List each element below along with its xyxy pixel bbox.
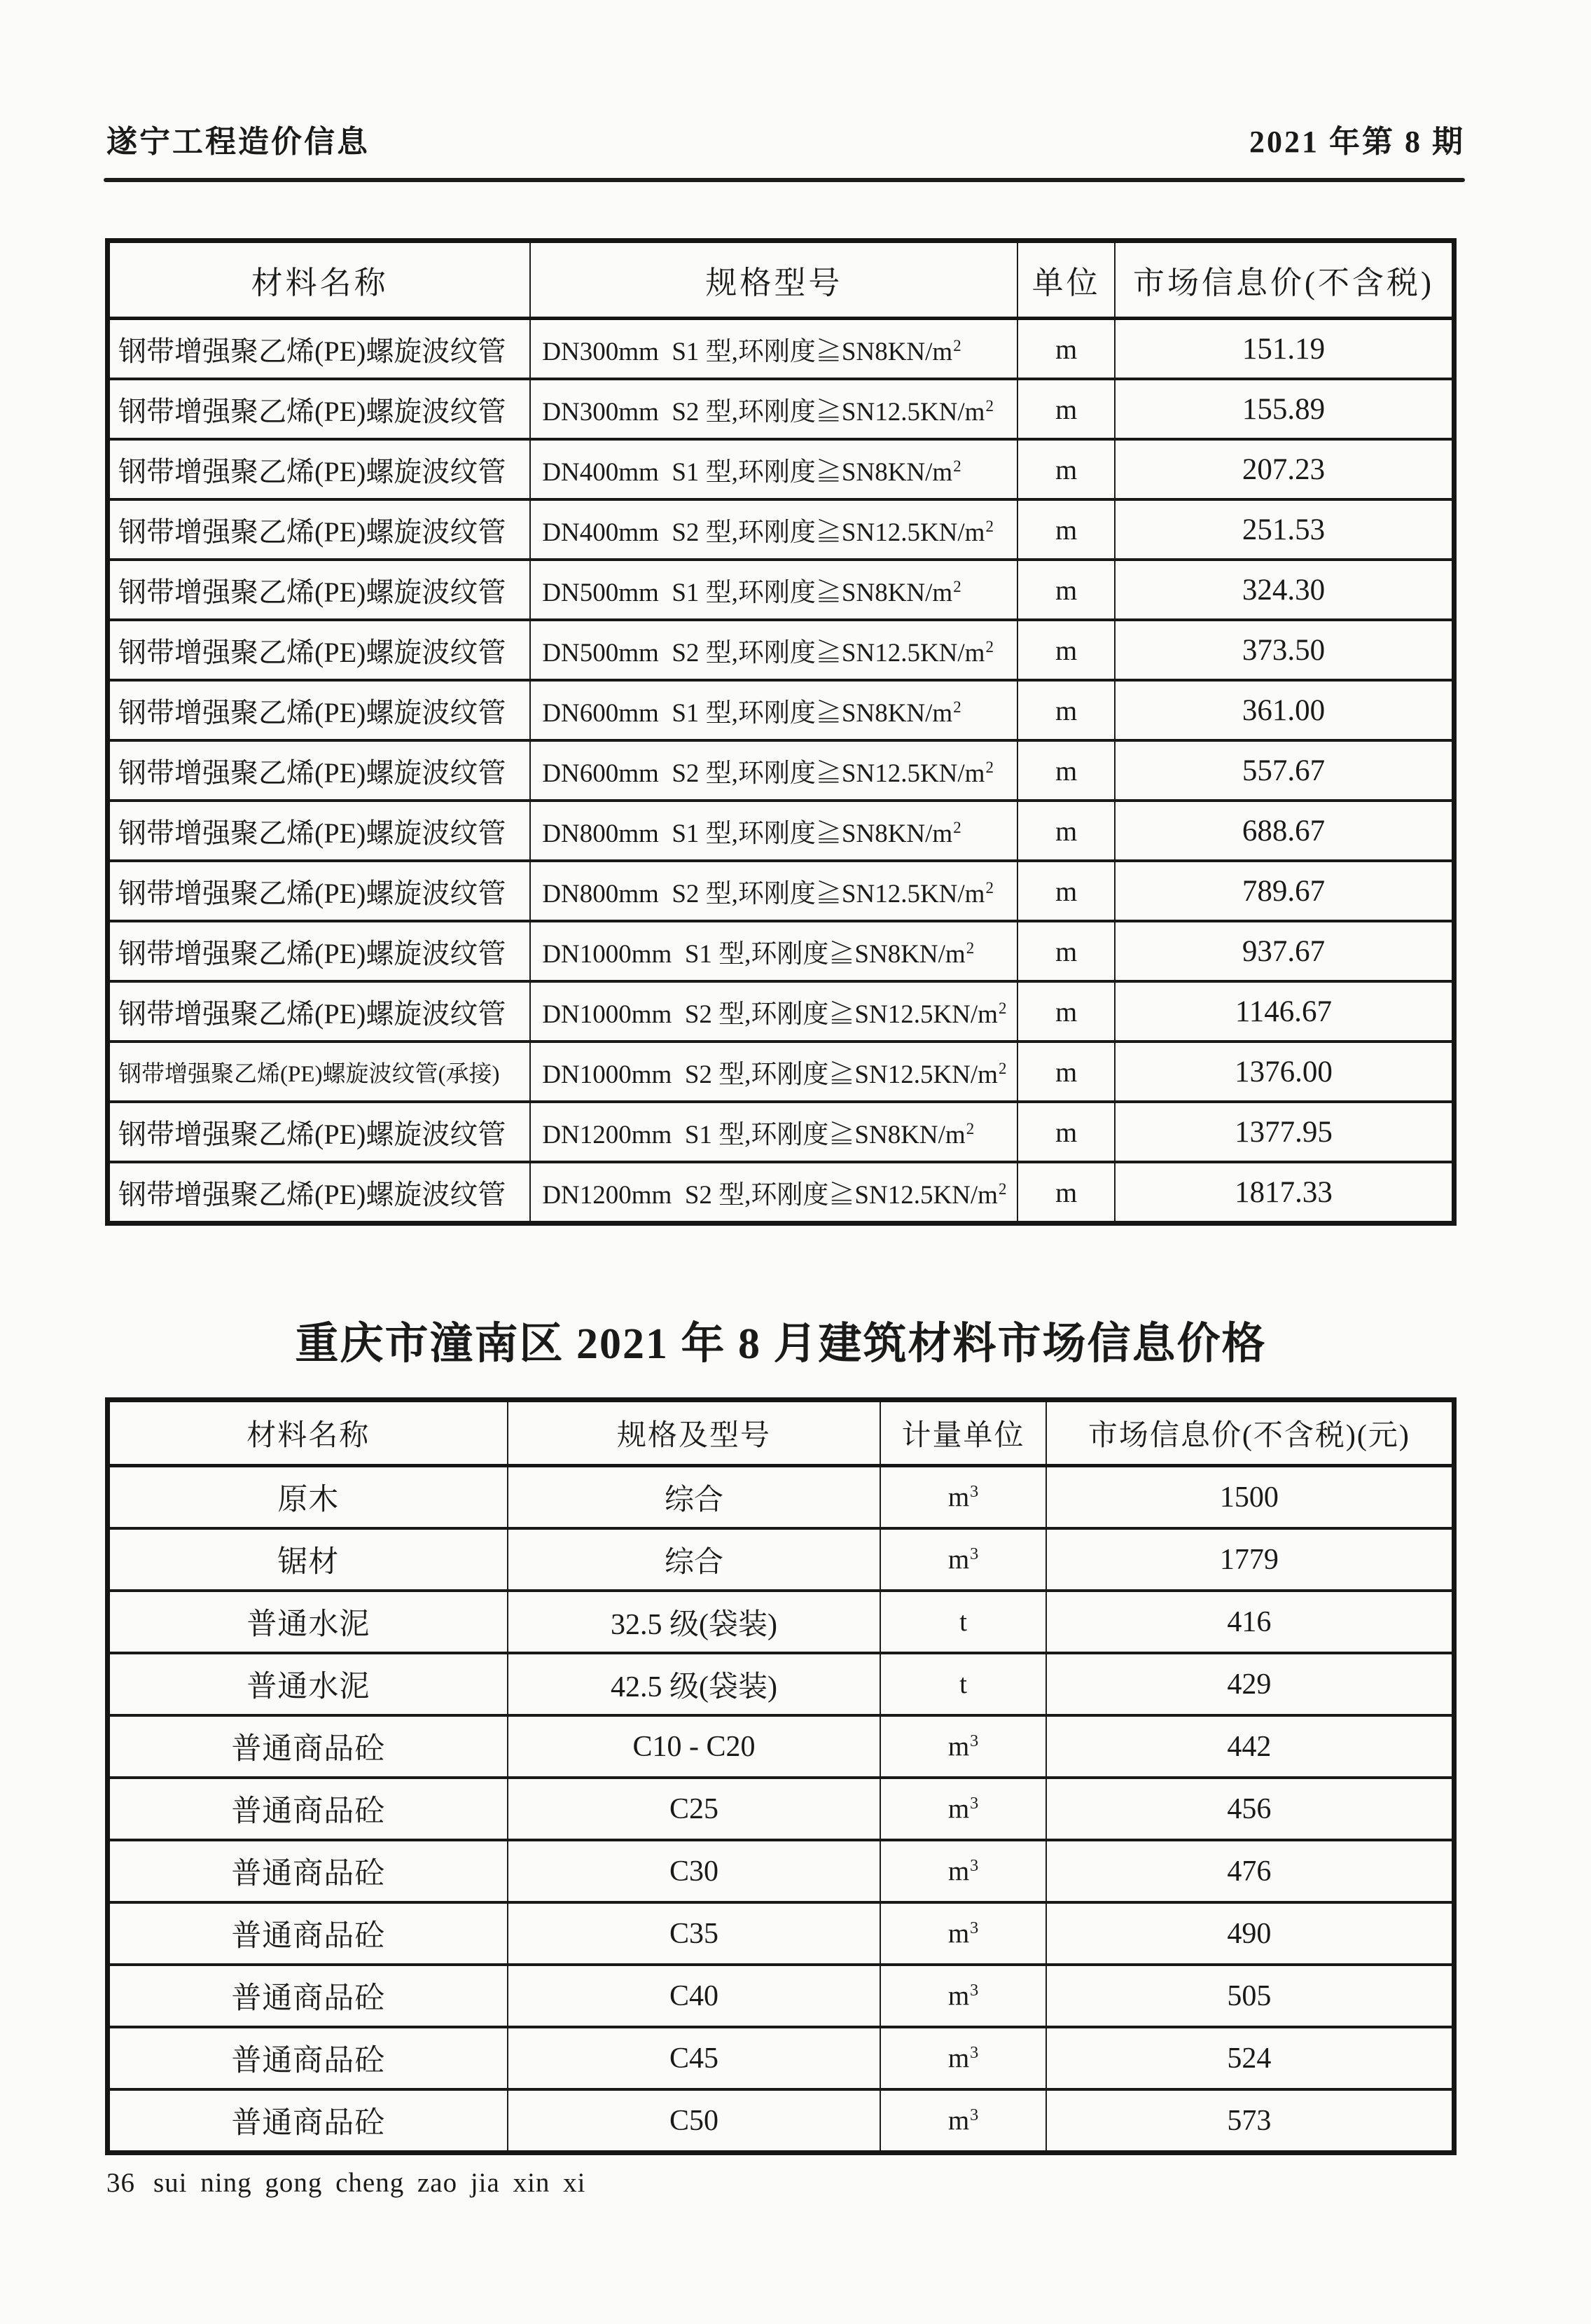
price-cell: 490 — [1046, 1902, 1454, 1965]
footer-pinyin: sui ning gong cheng zao jia xin xi — [153, 2168, 586, 2198]
price-cell: 251.53 — [1115, 499, 1454, 560]
spec-type-cell: C50 — [508, 2089, 881, 2153]
materials-table-body — [108, 1466, 1454, 2153]
price-cell: 1817.33 — [1115, 1162, 1454, 1224]
measure-unit-cell: $m^3$ — [880, 2089, 1046, 2153]
spec-type-cell: C45 — [508, 2027, 881, 2089]
spec-model-cell: DN1200mm S1 型,环刚度$≧SN8KN/m^2$ — [530, 1102, 1017, 1162]
measure-unit-cell: $m^3$ — [880, 1840, 1046, 1902]
material-name-cell: 普通商品砼 — [108, 1965, 508, 2027]
material-name-cell: 钢带增强聚乙烯(PE)螺旋波纹管 — [108, 319, 531, 380]
spec-type-cell: C30 — [508, 1840, 881, 1902]
section-title: 重庆市潼南区 2021 年 8 月建筑材料市场信息价格 — [295, 1320, 1267, 1368]
pipe-table-header-row — [108, 241, 1454, 319]
unit-cell: m — [1017, 740, 1114, 801]
column-header-market-price-yuan: 市场信息价(不含税)(元) — [1046, 1400, 1454, 1466]
spec-type-cell: C40 — [508, 1965, 881, 2027]
unit-cell: m — [1017, 1102, 1114, 1162]
unit-cell: m — [1017, 499, 1114, 560]
material-name-cell: 钢带增强聚乙烯(PE)螺旋波纹管 — [108, 499, 531, 560]
price-cell: 155.89 — [1115, 379, 1454, 439]
pipe-table-row — [108, 620, 1454, 680]
price-cell: 429 — [1046, 1653, 1454, 1715]
material-name-cell: 普通商品砼 — [108, 1840, 508, 1902]
price-cell: 1779 — [1046, 1528, 1454, 1591]
unit-cell: m — [1017, 620, 1114, 680]
measure-unit-cell: $m^3$ — [880, 2027, 1046, 2089]
measure-unit-cell: $m^3$ — [880, 1466, 1046, 1529]
material-name-cell: 普通商品砼 — [108, 1778, 508, 1840]
unit-cell: m — [1017, 439, 1114, 499]
spec-model-cell: DN1000mm S2 型,环刚度$≧SN12.5KN/m^2$ — [530, 1042, 1017, 1102]
material-name-cell: 钢带增强聚乙烯(PE)螺旋波纹管 — [108, 680, 531, 740]
spec-type-cell: 32.5 级(袋装) — [508, 1591, 881, 1653]
column-header-unit: 单位 — [1017, 241, 1114, 319]
price-cell: 505 — [1046, 1965, 1454, 2027]
pipe-table-row — [108, 801, 1454, 861]
column-header-spec-model: 规格型号 — [530, 241, 1017, 319]
spec-model-cell: DN300mm S1 型,环刚度$≧SN8KN/m^2$ — [530, 319, 1017, 380]
unit-cell: m — [1017, 680, 1114, 740]
measure-unit-cell: $m^3$ — [880, 1528, 1046, 1591]
materials-table-row — [108, 2089, 1454, 2153]
material-name-cell: 钢带增强聚乙烯(PE)螺旋波纹管 — [108, 1102, 531, 1162]
measure-unit-cell: $m^3$ — [880, 1715, 1046, 1778]
material-name-cell: 原木 — [108, 1466, 508, 1529]
materials-table-row — [108, 1965, 1454, 2027]
unit-cell: m — [1017, 319, 1114, 380]
materials-table-row — [108, 2027, 1454, 2089]
material-name-cell: 钢带增强聚乙烯(PE)螺旋波纹管 — [108, 921, 531, 981]
material-name-cell: 普通商品砼 — [108, 1902, 508, 1965]
spec-model-cell: DN600mm S2 型,环刚度$≧SN12.5KN/m^2$ — [530, 740, 1017, 801]
material-name-cell: 钢带增强聚乙烯(PE)螺旋波纹管 — [108, 620, 531, 680]
pipe-table-row — [108, 680, 1454, 740]
header-rule — [104, 178, 1465, 182]
spec-model-cell: DN300mm S2 型,环刚度$≧SN12.5KN/m^2$ — [530, 379, 1017, 439]
column-header-material-name: 材料名称 — [108, 1400, 508, 1466]
unit-cell: m — [1017, 560, 1114, 620]
measure-unit-cell: t — [880, 1591, 1046, 1653]
price-cell: 324.30 — [1115, 560, 1454, 620]
pipe-table-row — [108, 560, 1454, 620]
column-header-spec-type: 规格及型号 — [508, 1400, 881, 1466]
material-name-cell: 锯材 — [108, 1528, 508, 1591]
pipe-table-row — [108, 1162, 1454, 1224]
material-name-cell: 普通商品砼 — [108, 2027, 508, 2089]
issue-label: 2021 年第 8 期 — [1249, 125, 1465, 159]
price-cell: 476 — [1046, 1840, 1454, 1902]
price-cell: 416 — [1046, 1591, 1454, 1653]
price-cell: 456 — [1046, 1778, 1454, 1840]
pipe-table-row — [108, 740, 1454, 801]
materials-table-header-row — [108, 1400, 1454, 1466]
spec-model-cell: DN800mm S1 型,环刚度$≧SN8KN/m^2$ — [530, 801, 1017, 861]
material-name-cell: 钢带增强聚乙烯(PE)螺旋波纹管 — [108, 801, 531, 861]
unit-cell: m — [1017, 921, 1114, 981]
price-cell: 573 — [1046, 2089, 1454, 2153]
material-name-cell: 钢带增强聚乙烯(PE)螺旋波纹管 — [108, 981, 531, 1042]
unit-cell: m — [1017, 981, 1114, 1042]
materials-price-table — [105, 1397, 1457, 2155]
column-header-measure-unit: 计量单位 — [880, 1400, 1046, 1466]
spec-model-cell: DN600mm S1 型,环刚度$≧SN8KN/m^2$ — [530, 680, 1017, 740]
materials-table-row — [108, 1653, 1454, 1715]
material-name-cell: 普通商品砼 — [108, 2089, 508, 2153]
unit-cell: m — [1017, 801, 1114, 861]
pipe-table-row — [108, 319, 1454, 380]
spec-model-cell: DN1000mm S1 型,环刚度$≧SN8KN/m^2$ — [530, 921, 1017, 981]
spec-model-cell: DN400mm S2 型,环刚度$≧SN12.5KN/m^2$ — [530, 499, 1017, 560]
material-name-cell: 钢带增强聚乙烯(PE)螺旋波纹管(承接) — [108, 1042, 531, 1102]
material-name-cell: 钢带增强聚乙烯(PE)螺旋波纹管 — [108, 560, 531, 620]
materials-table-row — [108, 1715, 1454, 1778]
pipe-table-row — [108, 1102, 1454, 1162]
material-name-cell: 钢带增强聚乙烯(PE)螺旋波纹管 — [108, 861, 531, 921]
price-cell: 688.67 — [1115, 801, 1454, 861]
spec-type-cell: C25 — [508, 1778, 881, 1840]
spec-model-cell: DN400mm S1 型,环刚度$≧SN8KN/m^2$ — [530, 439, 1017, 499]
column-header-market-price: 市场信息价(不含税) — [1115, 241, 1454, 319]
measure-unit-cell: t — [880, 1653, 1046, 1715]
spec-type-cell: 综合 — [508, 1528, 881, 1591]
page-number: 36 — [106, 2168, 135, 2198]
materials-table-row — [108, 1466, 1454, 1529]
pipe-table-row — [108, 921, 1454, 981]
spec-type-cell: 42.5 级(袋装) — [508, 1653, 881, 1715]
spec-model-cell: DN1200mm S2 型,环刚度$≧SN12.5KN/m^2$ — [530, 1162, 1017, 1224]
measure-unit-cell: $m^3$ — [880, 1902, 1046, 1965]
materials-table-row — [108, 1902, 1454, 1965]
price-cell: 373.50 — [1115, 620, 1454, 680]
price-cell: 789.67 — [1115, 861, 1454, 921]
spec-model-cell: DN800mm S2 型,环刚度$≧SN12.5KN/m^2$ — [530, 861, 1017, 921]
price-cell: 207.23 — [1115, 439, 1454, 499]
pipe-table-row — [108, 499, 1454, 560]
material-name-cell: 钢带增强聚乙烯(PE)螺旋波纹管 — [108, 1162, 531, 1224]
material-name-cell: 普通商品砼 — [108, 1715, 508, 1778]
price-cell: 937.67 — [1115, 921, 1454, 981]
materials-table-row — [108, 1840, 1454, 1902]
journal-title: 遂宁工程造价信息 — [106, 125, 370, 159]
spec-model-cell: DN1000mm S2 型,环刚度$≧SN12.5KN/m^2$ — [530, 981, 1017, 1042]
price-cell: 1377.95 — [1115, 1102, 1454, 1162]
price-cell: 361.00 — [1115, 680, 1454, 740]
unit-cell: m — [1017, 1162, 1114, 1224]
pipe-price-table — [105, 238, 1457, 1226]
column-header-material-name: 材料名称 — [108, 241, 531, 319]
pipe-table-row — [108, 861, 1454, 921]
unit-cell: m — [1017, 1042, 1114, 1102]
price-cell: 1500 — [1046, 1466, 1454, 1529]
price-cell: 1146.67 — [1115, 981, 1454, 1042]
material-name-cell: 钢带增强聚乙烯(PE)螺旋波纹管 — [108, 379, 531, 439]
spec-type-cell: 综合 — [508, 1466, 881, 1529]
price-cell: 1376.00 — [1115, 1042, 1454, 1102]
pipe-table-row — [108, 981, 1454, 1042]
material-name-cell: 普通水泥 — [108, 1653, 508, 1715]
spec-model-cell: DN500mm S1 型,环刚度$≧SN8KN/m^2$ — [530, 560, 1017, 620]
materials-table-row — [108, 1591, 1454, 1653]
pipe-table-row — [108, 439, 1454, 499]
unit-cell: m — [1017, 379, 1114, 439]
spec-type-cell: C35 — [508, 1902, 881, 1965]
pipe-table-row — [108, 1042, 1454, 1102]
pipe-table-body — [108, 319, 1454, 1224]
materials-table-row — [108, 1778, 1454, 1840]
spec-type-cell: C10 - C20 — [508, 1715, 881, 1778]
measure-unit-cell: $m^3$ — [880, 1965, 1046, 2027]
material-name-cell: 钢带增强聚乙烯(PE)螺旋波纹管 — [108, 740, 531, 801]
price-cell: 524 — [1046, 2027, 1454, 2089]
material-name-cell: 钢带增强聚乙烯(PE)螺旋波纹管 — [108, 439, 531, 499]
unit-cell: m — [1017, 861, 1114, 921]
page-header — [106, 116, 1465, 161]
price-cell: 557.67 — [1115, 740, 1454, 801]
material-name-cell: 普通水泥 — [108, 1591, 508, 1653]
price-cell: 151.19 — [1115, 319, 1454, 380]
price-cell: 442 — [1046, 1715, 1454, 1778]
page-footer — [106, 2167, 586, 2199]
pipe-table-row — [108, 379, 1454, 439]
materials-table-row — [108, 1528, 1454, 1591]
spec-model-cell: DN500mm S2 型,环刚度$≧SN12.5KN/m^2$ — [530, 620, 1017, 680]
measure-unit-cell: $m^3$ — [880, 1778, 1046, 1840]
